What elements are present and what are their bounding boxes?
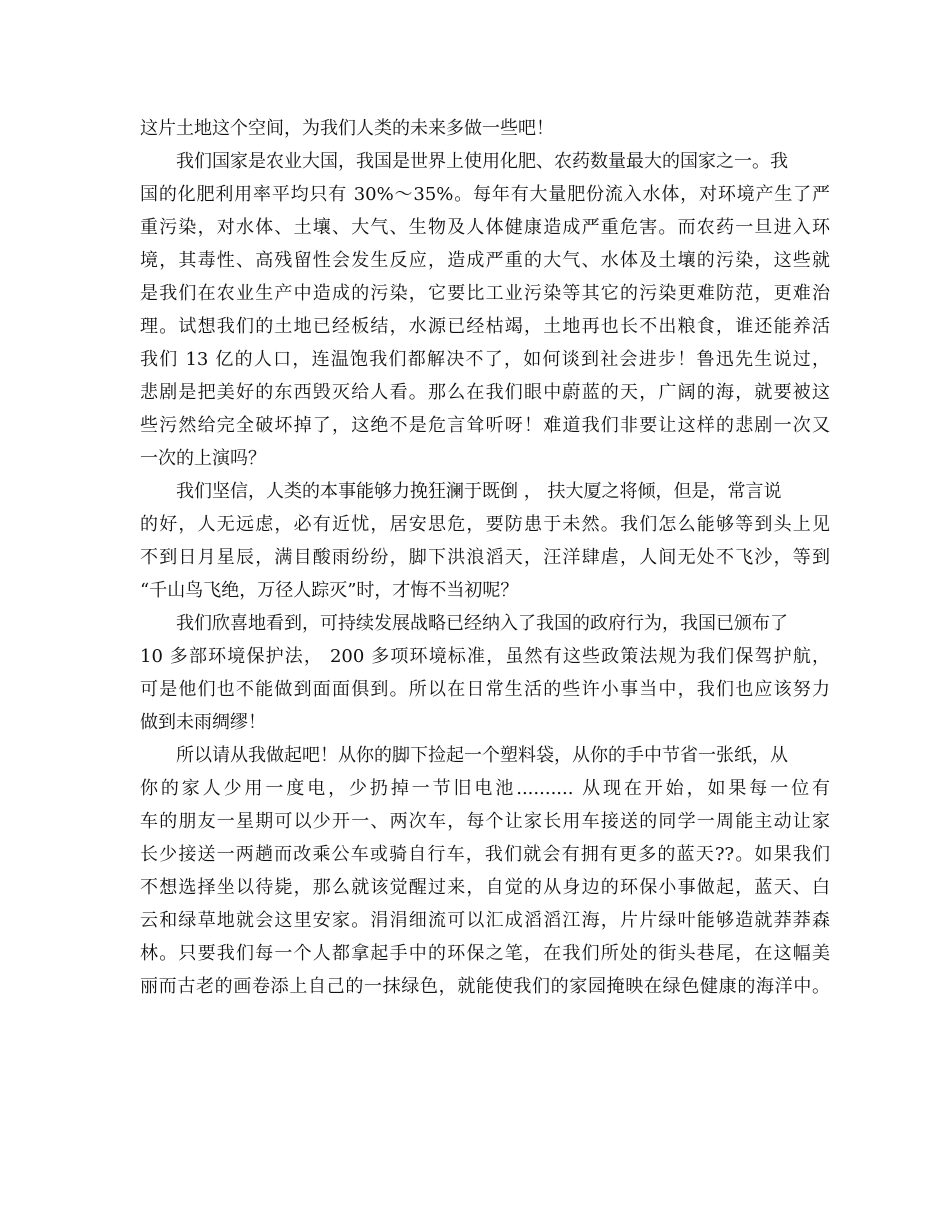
text-line: 重污染，对水体、土壤、大气、生物及人体健康造成严重危害。而农药一旦进入环 [140, 217, 830, 238]
text-line: 你的家人少用一度电，少扔掉一节旧电池.......... 从现在开始，如果每一位有 [140, 778, 830, 799]
text-line: 境，其毒性、高残留性会发生反应，造成严重的大气、水体及土壤的污染，这些就 [140, 250, 830, 271]
text-line: 理。试想我们的土地已经板结，水源已经枯竭，土地再也长不出粮食，谁还能养活 [140, 316, 830, 337]
text-line: 我们 13 亿的人口，连温饱我们都解决不了，如何谈到社会进步！鲁迅先生说过， [140, 349, 830, 370]
text-line: 做到未雨绸缪！ [140, 712, 266, 733]
text-line: 不想选择坐以待毙，那么就该觉醒过来，自觉的从身边的环保小事做起，蓝天、白 [140, 877, 830, 898]
text-line: 林。只要我们每一个人都拿起手中的环保之笔，在我们所处的街头巷尾，在这幅美 [140, 943, 830, 964]
text-line: 的好，人无远虑，必有近忧，居安思危，要防患于未然。我们怎么能够等到头上见 [140, 514, 830, 535]
text-line: 这片土地这个空间，为我们人类的未来多做一些吧！ [140, 118, 554, 139]
text-line: 一次的上演吗？ [140, 448, 266, 469]
text-line: 10 多部环境保护法， 200 多项环境标准，虽然有这些政策法规为我们保驾护航， [140, 646, 830, 667]
text-line: 车的朋友一星期可以少开一、两次车，每个让家长用车接送的同学一周能主动让家 [140, 811, 830, 832]
text-line: 国的化肥利用率平均只有 30%～35%。每年有大量肥份流入水体，对环境产生了严 [140, 184, 830, 205]
text-line: 可是他们也不能做到面面俱到。所以在日常生活的些许小事当中，我们也应该努力 [140, 679, 830, 700]
paragraph-start-line: 我们欣喜地看到，可持续发展战略已经纳入了我国的政府行为，我国已颁布了 [176, 613, 788, 634]
paragraph-start-line: 所以请从我做起吧！从你的脚下捡起一个塑料袋，从你的手中节省一张纸，从 [176, 745, 788, 766]
text-line: 云和绿草地就会这里安家。涓涓细流可以汇成滔滔江海，片片绿叶能够造就莽莽森 [140, 910, 830, 931]
text-line: 悲剧是把美好的东西毁灭给人看。那么在我们眼中蔚蓝的天，广阔的海，就要被这 [140, 382, 830, 403]
text-line: 不到日月星辰，满目酸雨纷纷，脚下洪浪滔天，汪洋肆虐，人间无处不飞沙，等到 [140, 547, 830, 568]
text-line: “千山鸟飞绝，万径人踪灭”时，才悔不当初呢？ [140, 580, 519, 601]
paragraph-start-line: 我们坚信，人类的本事能够力挽狂澜于既倒 ， 扶大厦之将倾，但是，常言说 [176, 481, 782, 502]
text-line: 是我们在农业生产中造成的污染，它要比工业污染等其它的污染更难防范，更难治 [140, 283, 830, 304]
document-body [140, 112, 830, 1003]
paragraph-start-line: 我们国家是农业大国，我国是世界上使用化肥、农药数量最大的国家之一。我 [176, 151, 788, 172]
text-line: 长少接送一两趟而改乘公车或骑自行车，我们就会有拥有更多的蓝天??。如果我们 [140, 844, 830, 865]
text-line: 些污然给完全破坏掉了，这绝不是危言耸听呀！难道我们非要让这样的悲剧一次又 [140, 415, 830, 436]
text-line: 丽而古老的画卷添上自己的一抹绿色，就能使我们的家园掩映在绿色健康的海洋中。 [140, 976, 830, 997]
